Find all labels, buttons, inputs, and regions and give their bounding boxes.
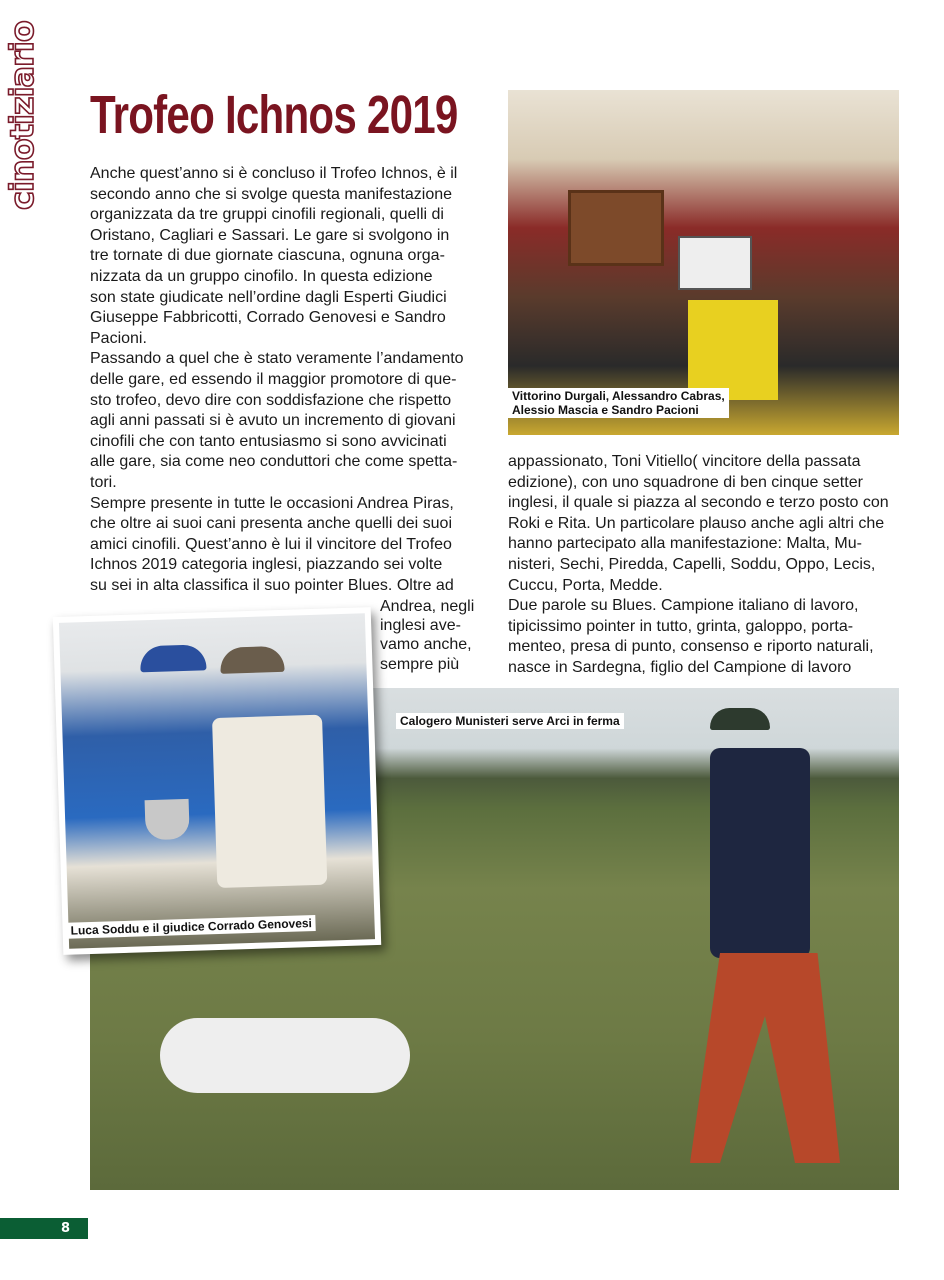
white-vest-shape bbox=[212, 715, 327, 888]
page-number: 8 bbox=[60, 1221, 70, 1236]
top-photo-caption bbox=[508, 388, 729, 418]
text-line: che oltre ai suoi cani presenta anche quelli dei suoi bbox=[90, 515, 453, 533]
text-line: inglesi ave- bbox=[380, 617, 461, 635]
text-line: nisteri, Sechi, Piredda, Capelli, Soddu, Oppo, Lecis, bbox=[508, 556, 876, 573]
brown-cap-shape bbox=[220, 646, 285, 674]
dog-shape bbox=[160, 1018, 410, 1093]
text-line: Oristano, Cagliari e Sassari. Le gare si svolgono in bbox=[90, 226, 450, 244]
text-line: secondo anno che si svolge questa manifestazione bbox=[90, 185, 453, 203]
cap-shape bbox=[710, 708, 770, 730]
text-line: sto trofeo, devo dire con soddisfazione che rispetto bbox=[90, 391, 452, 409]
page-number-bar bbox=[0, 1218, 88, 1239]
inset-photo-caption: Luca Soddu e il giudice Corrado Genovesi bbox=[66, 915, 316, 939]
text-line: delle gare, ed essendo il maggior promotore di que- bbox=[90, 371, 457, 388]
certificate-shape bbox=[678, 236, 752, 290]
text-line: tori. bbox=[90, 474, 117, 491]
blue-cap-shape bbox=[140, 644, 207, 672]
vest-shape bbox=[710, 748, 810, 958]
trophy-photo-image bbox=[59, 613, 375, 948]
text-line: agli anni passati si è avuto un incremento di giovani bbox=[90, 412, 456, 430]
text-line: Giuseppe Fabbricotti, Corrado Genovesi e Sandro bbox=[90, 309, 446, 327]
text-line: inglesi, il quale si piazza al secondo e terzo posto con bbox=[508, 494, 889, 512]
caption-line: Vittorino Durgali, Alessandro Cabras, bbox=[512, 389, 725, 403]
text-line: tre tornate di due giornate ciascuna, ognuna orga- bbox=[90, 247, 445, 265]
text-line: nasce in Sardegna, figlio del Campione di lavoro bbox=[508, 659, 852, 676]
text-line: menteo, presa di punto, consenso e riporto naturali, bbox=[508, 638, 874, 656]
text-line: amici cinofili. Quest’anno è lui il vincitore del Trofeo bbox=[90, 535, 452, 553]
text-line: Passando a quel che è stato veramente l’andamento bbox=[90, 350, 464, 368]
text-line: Ichnos 2019 categoria inglesi, piazzando sei volte bbox=[90, 556, 443, 574]
text-line: sempre più bbox=[380, 655, 460, 673]
text-line: Roki e Rita. Un particolare plauso anche agli altri che bbox=[508, 514, 885, 532]
trophy-photo bbox=[53, 607, 381, 955]
text-line: hanno partecipato alla manifestazione: Malta, Mu- bbox=[508, 535, 862, 553]
text-line: Pacioni. bbox=[90, 329, 147, 347]
text-line: alle gare, sia come neo conduttori che come spetta- bbox=[90, 453, 458, 471]
text-line: son state giudicate nell’ordine dagli Esperti Giudici bbox=[90, 288, 447, 306]
big-photo-caption: Calogero Munisteri serve Arci in ferma bbox=[396, 713, 624, 729]
section-tag: cinotiziario bbox=[3, 21, 41, 210]
text-line: su sei in alta classifica il suo pointer Blues. Oltre ad bbox=[90, 577, 454, 594]
award-ceremony-photo bbox=[508, 90, 899, 435]
text-line: nizzata da un gruppo cinofilo. In questa edizione bbox=[90, 268, 433, 285]
trousers-shape bbox=[690, 953, 840, 1163]
text-line: organizzata da tre gruppi cinofili regionali, quelli di bbox=[90, 206, 444, 224]
text-line: vamo anche, bbox=[380, 636, 472, 654]
text-line: Sempre presente in tutte le occasioni Andrea Piras, bbox=[90, 494, 454, 512]
text-line: Due parole su Blues. Campione italiano di lavoro, bbox=[508, 597, 859, 615]
article-title: Trofeo Ichnos 2019 bbox=[90, 85, 458, 145]
gps-box-shape bbox=[688, 300, 778, 400]
text-line: Cuccu, Porta, Medde. bbox=[508, 576, 663, 594]
plaque-shape bbox=[568, 190, 664, 266]
trophy-cup-shape bbox=[145, 799, 190, 840]
text-line: Andrea, negli bbox=[380, 598, 475, 615]
text-line: edizione), con uno squadrone di ben cinque setter bbox=[508, 473, 863, 491]
text-line: appassionato, Toni Vitiello( vincitore della passata bbox=[508, 453, 861, 470]
text-line: tipicissimo pointer in tutto, grinta, galoppo, porta- bbox=[508, 617, 854, 635]
text-line: Anche quest’anno si è concluso il Trofeo Ichnos, è il bbox=[90, 165, 458, 182]
caption-line: Alessio Mascia e Sandro Pacioni bbox=[512, 403, 699, 417]
text-line: cinofili che con tanto entusiasmo si sono avvicinati bbox=[90, 432, 447, 450]
